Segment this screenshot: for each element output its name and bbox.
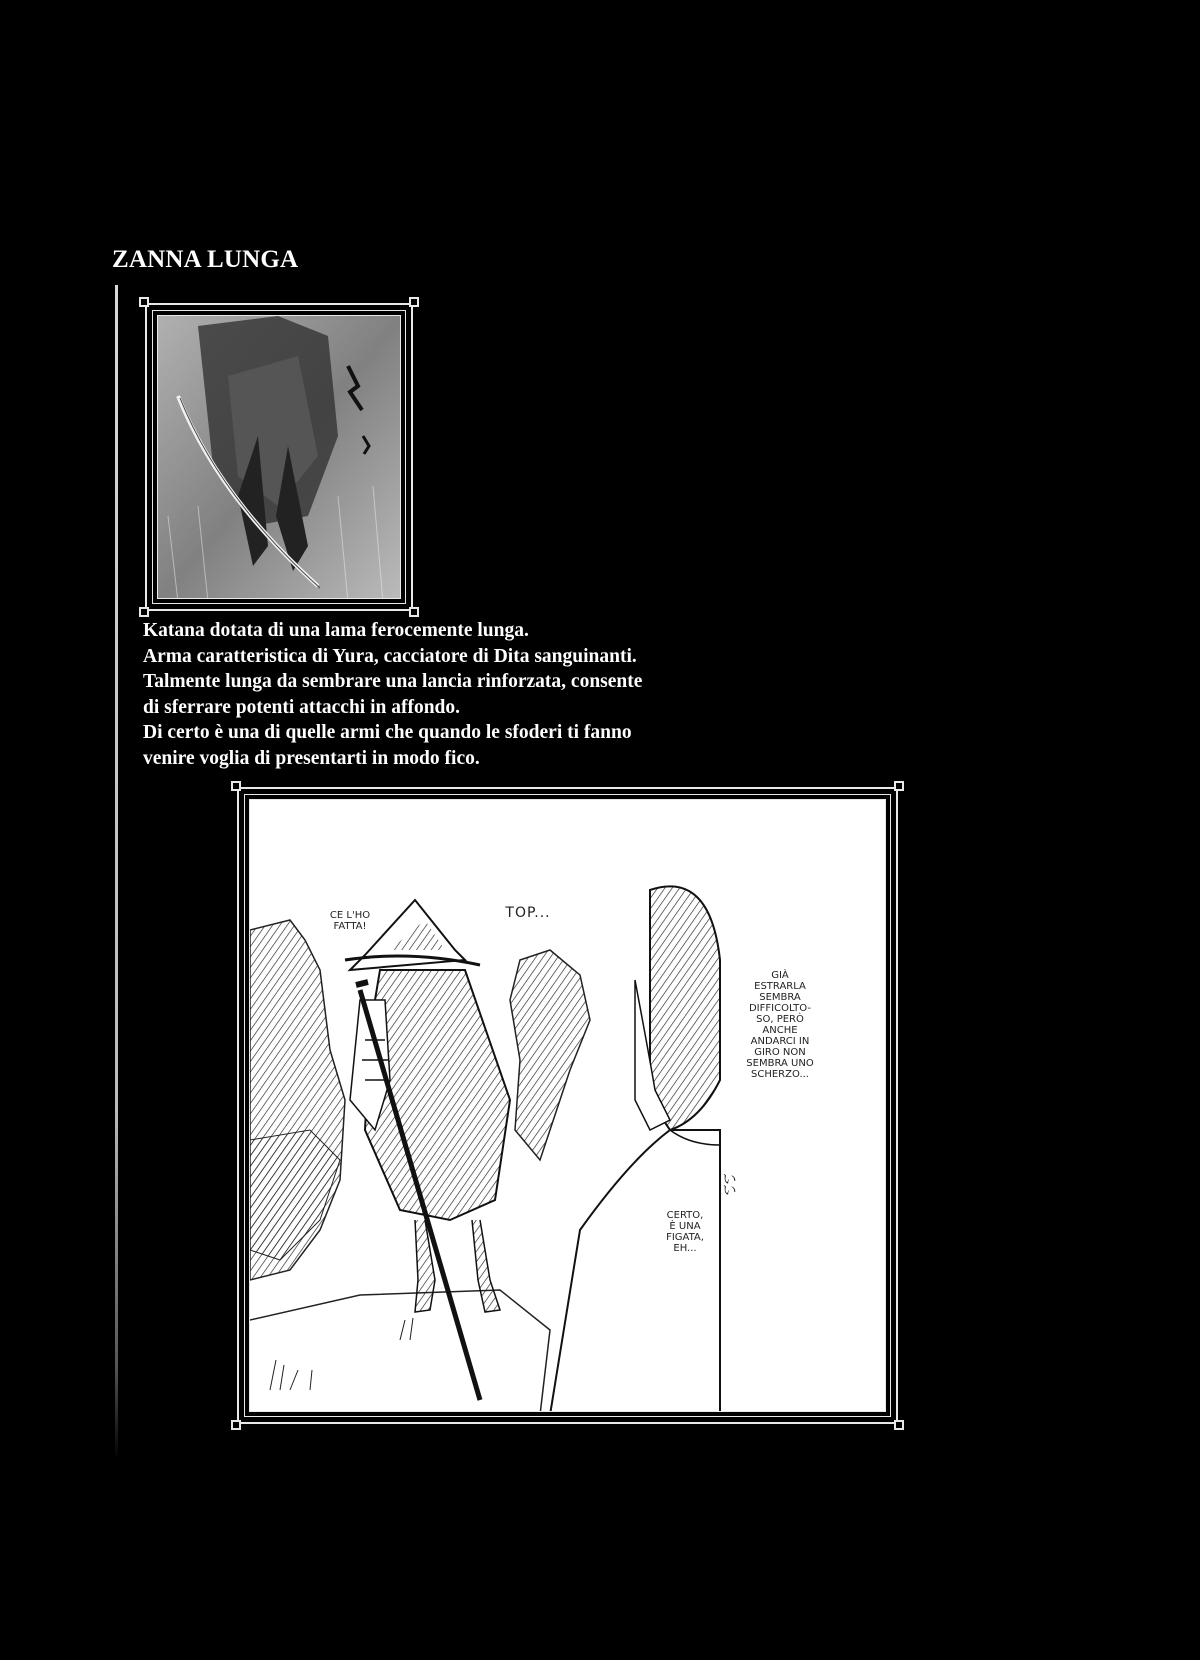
- speech-bubble: CE L'HO FATTA!: [329, 910, 371, 932]
- weapon-image-frame: [145, 303, 413, 611]
- manga-panel: [249, 799, 886, 1412]
- description-line: Arma caratteristica di Yura, cacciatore di Dita sanguinanti.: [143, 645, 637, 667]
- description-line: di sferrare potenti attacchi in affondo.: [143, 696, 461, 718]
- speech-bubble: TOP...: [505, 905, 551, 921]
- description-line: venire voglia di presentarti in modo fico.: [143, 747, 480, 769]
- vertical-divider: [115, 285, 118, 1460]
- manga-panel-frame: [237, 787, 898, 1424]
- description-line: Talmente lunga da sembrare una lancia rinforzata, consente: [143, 671, 643, 692]
- sound-effect: い い: [722, 1172, 738, 1199]
- page-title: ZANNA LUNGA: [112, 246, 299, 273]
- speech-bubble: CERTO, È UNA FIGATA, EH...: [666, 1210, 704, 1254]
- description-line: Di certo è una di quelle armi che quando le sfoderi ti fanno: [143, 722, 632, 743]
- description-line: Katana dotata di una lama ferocemente lunga.: [143, 620, 529, 641]
- weapon-illustration: [157, 315, 401, 599]
- weapon-description: [143, 618, 733, 771]
- speech-bubble: GIÀ ESTRARLA SEMBRA DIFFICOLTO- SO, PERÒ ANCHE ANDARCI IN GIRO NON SEMBRA UNO SCHERZO...: [746, 970, 814, 1080]
